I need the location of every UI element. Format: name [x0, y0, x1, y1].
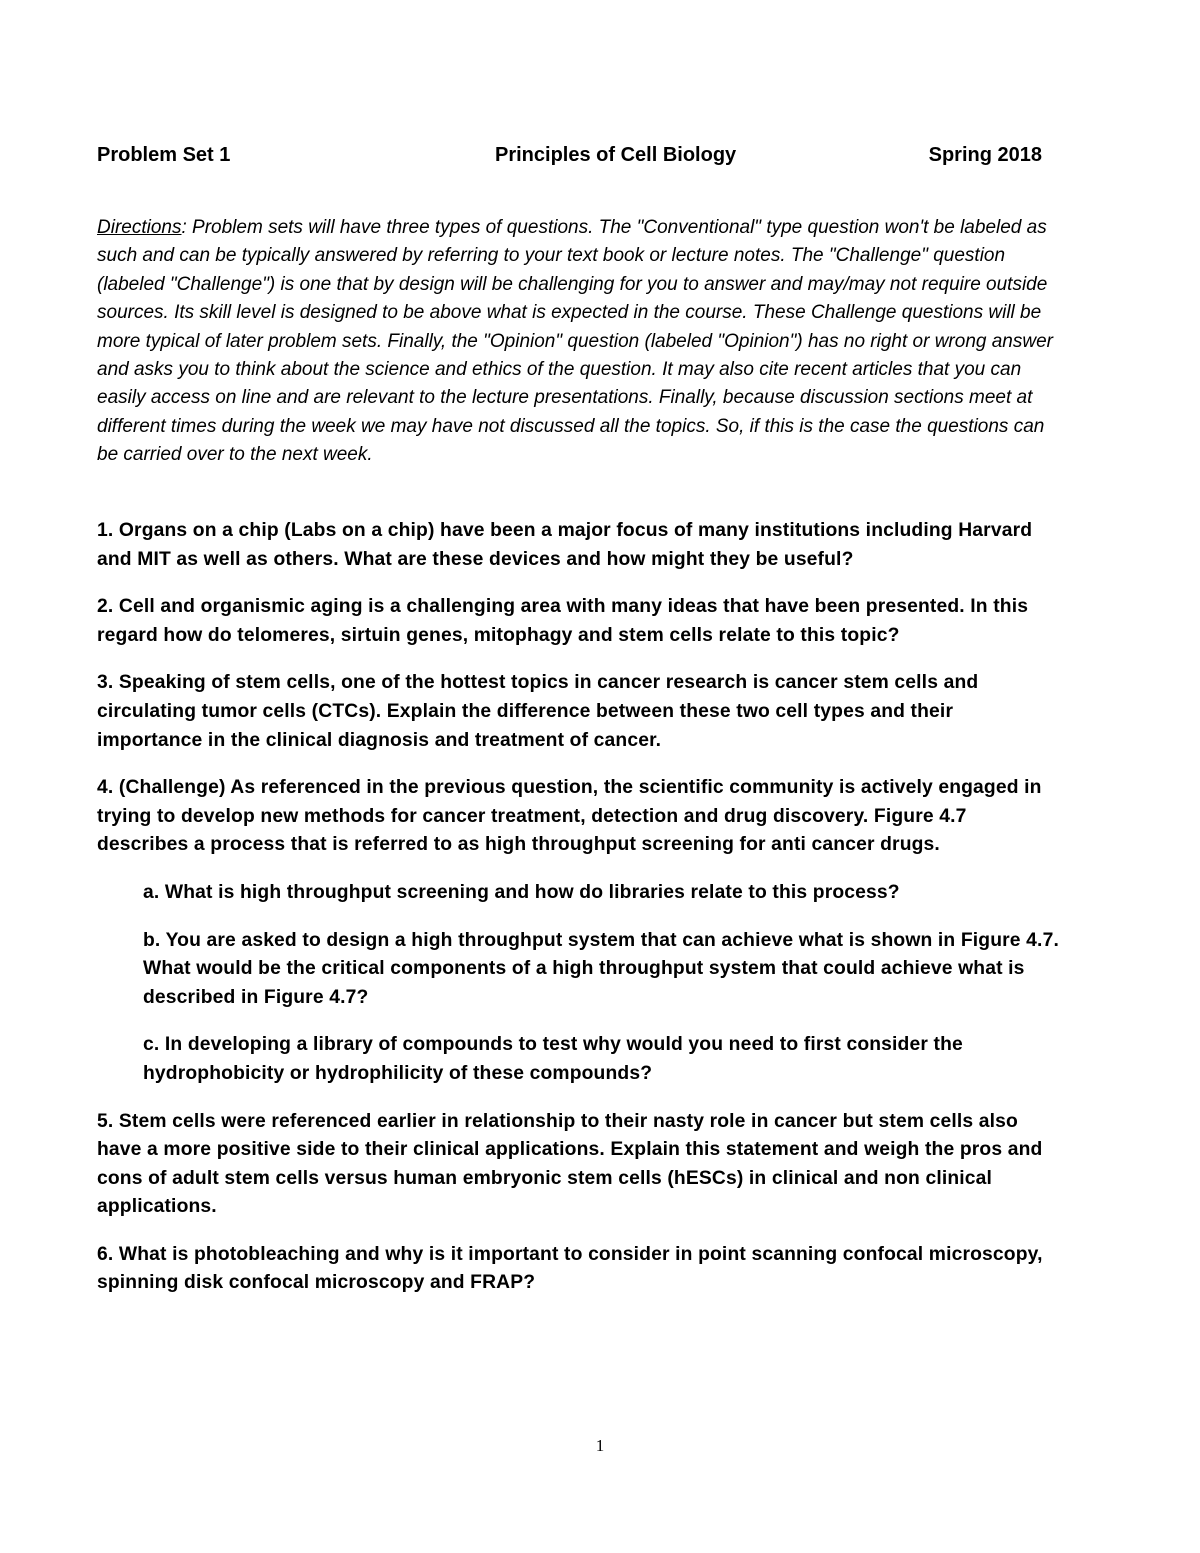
- directions-paragraph: [97, 214, 1062, 470]
- question-4: 4. (Challenge) As referenced in the previous question, the scientific community is actively engaged in trying to develop new methods for cancer treatment, detection and drug discovery. Figure 4.7 describes a process that is referred to as high throughput screening for anti cancer drugs.: [97, 777, 1042, 856]
- question-4c: c. In developing a library of compounds to test why would you need to first consider the hydrophobicity or hydrophilicity of these compounds?: [143, 1034, 963, 1084]
- question-4b: b. You are asked to design a high throughput system that can achieve what is shown in Figure 4.7. What would be the critical components of a high throughput system that could achieve what is described in Figure 4.7?: [143, 929, 1059, 1008]
- term-label: Spring 2018: [928, 144, 1042, 166]
- question-5: 5. Stem cells were referenced earlier in relationship to their nasty role in cancer but stem cells also have a more positive side to their clinical applications. Explain this statement and weigh the pros and cons of adult stem cells versus human embryonic stem cells (hESCs) in clinical and non clinical applications.: [97, 1110, 1043, 1218]
- question-2: 2. Cell and organismic aging is a challenging area with many ideas that have been presented. In this regard how do telomeres, sirtuin genes, mitophagy and stem cells relate to this topic?: [97, 596, 1029, 646]
- page-header: [97, 141, 1042, 171]
- course-title: Principles of Cell Biology: [495, 144, 737, 166]
- question-4a: a. What is high throughput screening and how do libraries relate to this process?: [143, 881, 900, 903]
- problem-set-label: Problem Set 1: [97, 144, 231, 166]
- question-list: [97, 517, 1062, 1317]
- directions-text: : Problem sets will have three types of questions. The "Conventional" type question won't be labeled as such and can be typically answered by referring to your text book or lecture notes. The "Challenge" question (labeled "Challenge") is one that by design will be challenging for you to answer and may/may not require outside sources. Its skill level is designed to be above what is expected in the course. These Challenge questions will be more typical of later problem sets. Finally, the "Opinion" question (labeled "Opinion") has no right or wrong answer and asks you to think about the science and ethics of the question. It may also cite recent articles that you can easily access on line and are relevant to the lecture presentations. Finally, because discussion sections meet at different times during the week we may have not discussed all the topics. So, if this is the case the questions can be carried over to the next week.: [97, 217, 1053, 466]
- directions-label: Directions: [97, 217, 182, 238]
- question-1: 1. Organs on a chip (Labs on a chip) have been a major focus of many institutions including Harvard and MIT as well as others. What are these devices and how might they be useful?: [97, 520, 1033, 570]
- question-6: 6. What is photobleaching and why is it important to consider in point scanning confocal microscopy, spinning disk confocal microscopy and FRAP?: [97, 1243, 1043, 1294]
- question-3: 3. Speaking of stem cells, one of the hottest topics in cancer research is cancer stem cells and circulating tumor cells (CTCs). Explain the difference between these two cell types and their importance in the clinical diagnosis and treatment of cancer.: [97, 672, 979, 751]
- page-number: 1: [595, 1436, 605, 1455]
